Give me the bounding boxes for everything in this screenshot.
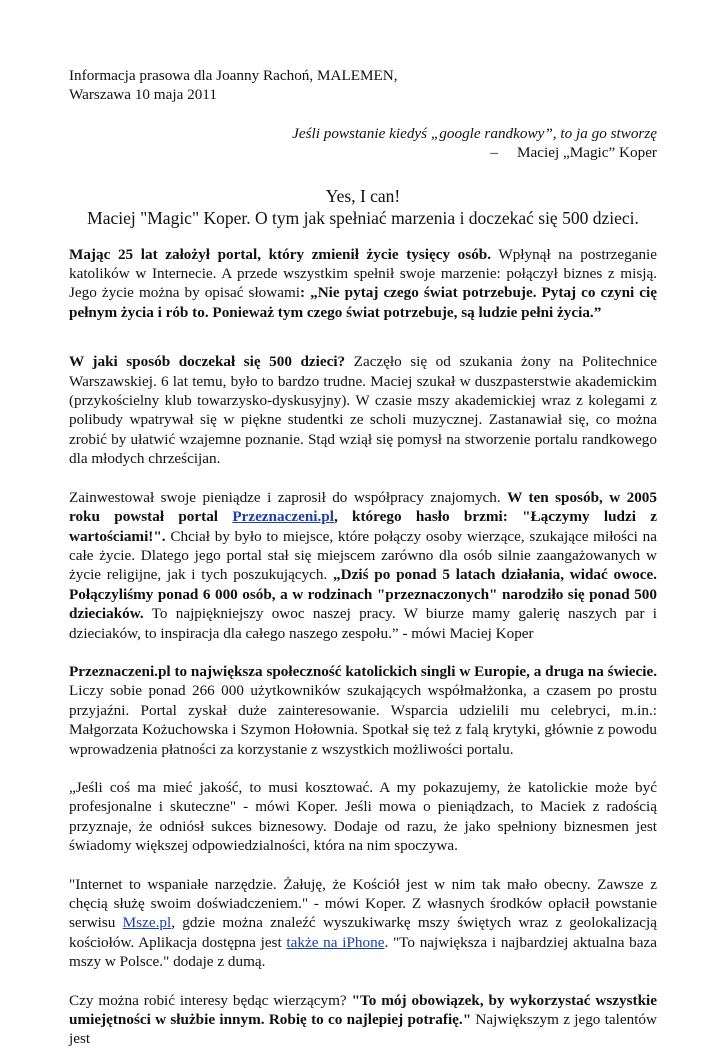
motto-author: – Maciej „Magic” Koper <box>490 144 657 162</box>
msze-link[interactable]: Msze.pl <box>122 914 172 932</box>
header-line-1: Informacja prasowa dla Joanny Rachoń, MALEMEN, <box>69 67 398 84</box>
motto-quote: Jeśli powstanie kiedyś „google randkowy”, to ja go stworzę <box>292 124 657 142</box>
przeznaczeni-link[interactable]: Przeznaczeni.pl <box>232 508 334 526</box>
page-subtitle: Maciej "Magic" Koper. O tym jak spełniać marzenia i doczekać się 500 dzieci. <box>87 207 639 228</box>
paragraph-business-faith: Czy można robić interesy będąc wierzącym? "To mój obowiązek, by wykorzystać wszystkie umiejętności w służbie innym. Robię to co najlepiej potrafię." Największym z jego talentów jest <box>69 991 658 1048</box>
paragraph-portal-founding: Zainwestował swoje pieniądze i zaprosił do współpracy znajomych. W ten sposób, w 2005 roku powstał portal Przeznaczeni.pl, którego hasło brzmi: "Łączymy ludzi z wartościami!". Chciał by było to miejsce, które połączy osoby wierzące, szukające miłości na całe życie. Dlatego jego portal stał się miejscem zarówno dla osób silnie zaangażowanych w życie religijne, jak i tych poszukujących. „Dziś po ponad 5 latach działania, widać owoce. Połączyliśmy ponad 6 000 osób, a w rodzinach "przeznaczonych" narodziło się ponad 500 dzieciaków. To najpiękniejszy owoc naszej pracy. W biurze mamy galerię naszych par i dzieciaków, to inspiracja dla całego naszego zespołu.” - mówi Maciej Koper <box>69 488 657 642</box>
paragraph-quality: „Jeśli coś ma mieć jakość, to musi kosztować. A my pokazujemy, że katolickie może być profesjonalne i skuteczne" - mówi Koper. Jeśli mowa o pieniądzach, to Maciek z radością przyznaje, że odniósł sukces biznesowy. Dodaje od razu, że jako spełniony biznesmen jest świadomy większej odpowiedzialności, która na nim spoczywa. <box>69 778 657 855</box>
paragraph-intro: Mając 25 lat założył portal, który zmienił życie tysięcy osób. Wpłynął na postrzeganie katolików w Internecie. A przede wszystkim spełnił swoje marzenie: połączył biznes z misją. Jego życie można by opisać słowami: „Nie pytaj czego świat potrzebuje. Pytaj co czyni cię pełnym życia i rób to. Ponieważ tym czego świat potrzebuje, są ludzie pełni życia.” <box>69 245 657 321</box>
header-line-2: Warszawa 10 maja 2011 <box>69 86 217 104</box>
paragraph-community: Przeznaczeni.pl to największa społeczność katolickich singli w Europie, a druga na świecie. Liczy sobie ponad 266 000 użytkowników szukających współmałżonka, a czasem po prostu przyjaźni. Portal zyskał duże zainteresowanie. Wsparcia udzielili mu celebryci, m.in.: Małgorzata Kożuchowska i Szymon Hołownia. Spotkał się też z falą krytyki, głównie z powodu wprowadzenia płatności za korzystanie z wszystkich możliwości portalu. <box>69 662 657 758</box>
paragraph-500-children: W jaki sposób doczekał się 500 dzieci? Zaczęło się od szukania żony na Politechnice Warszawskiej. 6 lat temu, było to bardzo trudne. Maciej szukał w duszpasterstwie akademickim (przykościelny klub towarzysko-dyskusyjny). W czasie mszy akademickiej wraz z kolegami z polibudy wpatrywał się w piękne studentki ze scholi muzycznej. Zastanawiał się, co można zrobić by ułatwić wzajemne poznanie. Stąd wziął się pomysł na stworzenie portalu randkowego dla młodych chrześcijan. <box>69 353 657 468</box>
iphone-link[interactable]: także na iPhone <box>286 933 385 951</box>
page-title: Yes, I can! <box>325 185 401 206</box>
paragraph-internet: "Internet to wspaniałe narzędzie. Żałuję, że Kościół jest w nim tak mało obecny. Zawsze z chęcią służę swoim doświadczeniem." - mówi Koper. Z własnych środków opłacił powstanie serwisu Msze.pl, gdzie można znaleźć wyszukiwarkę mszy świętych wraz z geolokalizacją kościołów. Aplikacja dostępna jest także na iPhone. "To największa i najbardziej aktualna baza mszy w Polsce." dodaje z dumą. <box>69 875 657 971</box>
document-page <box>69 66 657 1049</box>
